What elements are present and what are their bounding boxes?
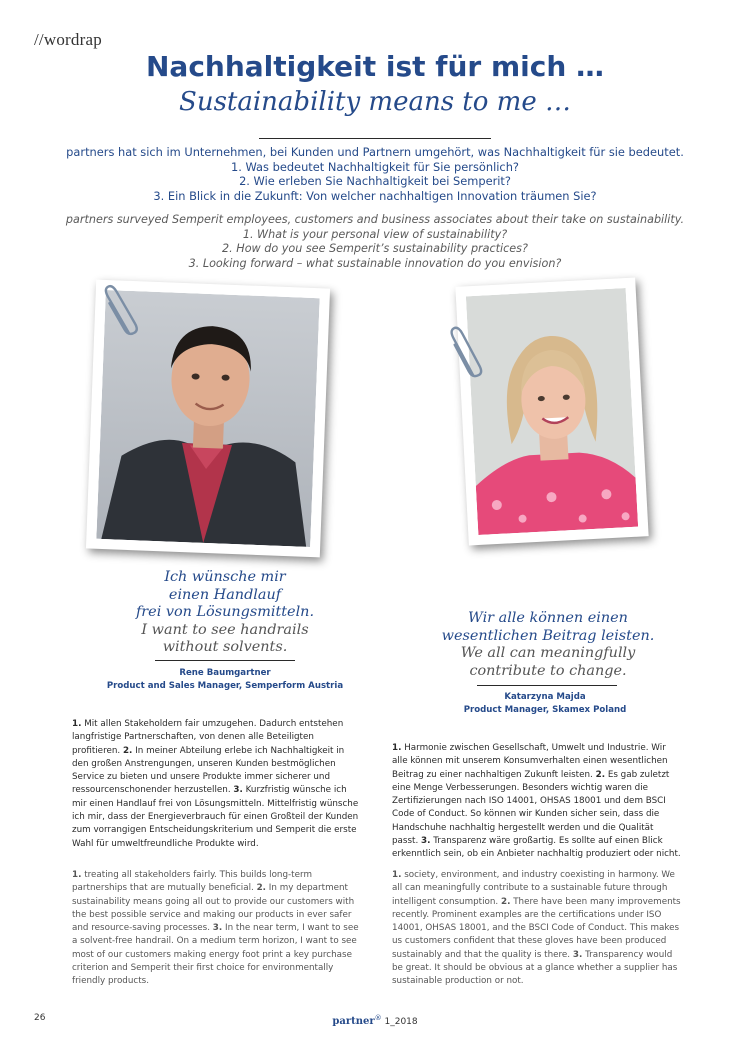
answer-text: In my department sustainability means going all out to provide our customers with the best possible service and making our products in ever safer and resource-saving processes. xyxy=(72,883,355,934)
intro-de-q2: 2. Wie erleben Sie Nachhaltigkeit bei Semperit? xyxy=(239,174,511,189)
quote-left-divider xyxy=(155,660,295,661)
intro-en-lead: partners surveyed Semperit employees, customers and business associates about their take on sustainability. xyxy=(65,213,685,226)
portrait-woman xyxy=(466,288,638,535)
quote-right-de-line-1: Wir alle können einen xyxy=(468,610,628,626)
quote-right xyxy=(418,610,678,680)
answer-number: 3. xyxy=(233,785,243,796)
answer-text: Transparency would be great. It should be obvious at a glance whether a supplier has sustainable production or not. xyxy=(392,949,678,987)
person-right-role: Product Manager, Skamex Poland xyxy=(463,705,627,715)
answer-text: Harmonie zwischen Gesellschaft, Umwelt und Industrie. Wir alle können mit unserem Konsumverhalten einen wesentlichen Beitrag zu einer nachhaltigen Zukunft leisten. xyxy=(392,743,668,780)
answer-number: 3. xyxy=(572,949,583,960)
page-number: 26 xyxy=(34,1013,46,1023)
quote-left-de-line-2: einen Handlauf xyxy=(168,586,282,603)
body-right-en xyxy=(392,869,682,989)
photo-katarzyna-majda xyxy=(455,277,648,545)
person-left xyxy=(80,667,370,693)
intro-en-q3: 3. Looking forward – what sustainable innovation do you envision? xyxy=(188,256,562,270)
quote-left-en-line-2: without solvents. xyxy=(162,639,288,656)
answer-text: There have been many improvements recently. Prominent examples are the certifications under ISO 14001, OHSAS 18001, and the BSCI Code of Conduct. This makes us customers confident that these gloves have been produced sustainably and that the quality is there. xyxy=(392,896,681,960)
answer-number: 3. xyxy=(421,836,431,847)
intro-de-lead: partners hat sich im Unternehmen, bei Kunden und Partnern umgehört, was Nachhaltigkeit für sie bedeutet. xyxy=(66,145,684,159)
person-right xyxy=(400,691,690,717)
answer-text: Es gab zuletzt eine Menge Verbesserungen. Besonders wichtig waren die Zertifizierungen nach ISO 14001, OHSAS 18001 und dem BSCI Code of Conduct. So können wir Kunden sicher sein, dass die Handschuhe nachhaltig hergestellt werden und die Qualität passt. xyxy=(392,769,670,847)
person-left-role: Product and Sales Manager, Semperform Austria xyxy=(106,681,344,691)
quote-right-de-line-2: wesentlichen Beitrag leisten. xyxy=(441,627,655,644)
answer-number: 2. xyxy=(256,883,267,894)
answer-number: 1. xyxy=(392,870,402,880)
answer-number: 2. xyxy=(501,896,511,907)
quote-left-de-line-3: frei von Lösungsmitteln. xyxy=(135,604,315,621)
person-right-name: Katarzyna Majda xyxy=(504,692,586,702)
answer-number: 2. xyxy=(122,745,133,756)
registered-mark: ® xyxy=(374,1014,382,1022)
person-left-name: Rene Baumgartner xyxy=(179,668,271,678)
section-tag: //wordrap xyxy=(34,30,102,49)
answer-text: Transparenz wäre großartig. Es sollte auf einen Blick erkenntlich sein, ob ein Anbieter nachhaltig produziert oder nicht. xyxy=(392,836,681,860)
intro-en xyxy=(0,213,750,271)
intro-de-q3: 3. Ein Blick in die Zukunft: Von welcher nachhaltigen Innovation träumen Sie? xyxy=(153,188,597,203)
answer-text: Mit allen Stakeholdern fair umzugehen. Dadurch entstehen langfristige Partnerschaften, von denen alle Beteiligten profitieren. xyxy=(72,719,344,756)
quote-left-de-line-1: Ich wünsche mir xyxy=(164,569,286,585)
page-title-en: Sustainability means to me … xyxy=(179,87,571,117)
footer-brand: partner xyxy=(332,1016,375,1027)
intro-de xyxy=(0,145,750,203)
quote-right-divider xyxy=(477,685,617,686)
quote-left-en-line-1: I want to see handrails xyxy=(141,621,309,638)
footer-issue xyxy=(0,1014,750,1027)
answer-text: treating all stakeholders fairly. This builds long-term partnerships that are mutually beneficial. xyxy=(72,870,312,894)
quote-left xyxy=(100,569,350,657)
answer-number: 3. xyxy=(212,923,223,934)
body-left-de xyxy=(72,718,362,851)
title-divider xyxy=(259,138,491,139)
page-title-de: Nachhaltigkeit ist für mich … xyxy=(145,50,605,83)
answer-number: 1. xyxy=(72,719,82,729)
intro-en-q2: 2. How do you see Semperit’s sustainability practices? xyxy=(222,242,528,256)
answer-text: society, environment, and industry coexisting in harmony. We all can meaningfully contribute to a sustainable future through intelligent consumption. xyxy=(392,870,675,907)
body-left-en xyxy=(72,869,362,989)
intro-en-q1: 1. What is your personal view of sustainability? xyxy=(242,227,508,241)
answer-number: 1. xyxy=(392,743,402,753)
answer-text: Kurzfristig wünsche ich mir einen Handlauf frei von Lösungsmitteln. Mittelfristig wünsche ich mir, dass der Energieverbrauch für einen Großteil der Kunden zum vorrangigen Entscheidungskriterium und Semperit die erste Wahl für umweltfreundliche Produkte wird. xyxy=(72,785,359,849)
answer-number: 2. xyxy=(595,769,606,780)
intro-de-q1: 1. Was bedeutet Nachhaltigkeit für Sie persönlich? xyxy=(231,159,519,174)
quote-right-en-line-1: We all can meaningfully xyxy=(460,645,636,662)
answer-text: In meiner Abteilung erlebe ich Nachhaltigkeit in den großen Anstrengungen, unseren Kunden bestmöglichen Service zu bieten und unsere Produkte immer sicherer und ressourcenschonender herzustellen. xyxy=(72,745,345,796)
quote-right-en-line-2: contribute to change. xyxy=(469,662,627,679)
footer-issue-number: 1_2018 xyxy=(384,1017,418,1027)
answer-number: 1. xyxy=(72,870,82,880)
answer-text: In the near term, I want to see a solvent-free handrail. On a medium term horizon, I want to see most of our customers making energy foot print a key purchase criterion and Semperit their first choice for environmentally friendly products. xyxy=(72,923,359,987)
body-right-de xyxy=(392,742,682,862)
